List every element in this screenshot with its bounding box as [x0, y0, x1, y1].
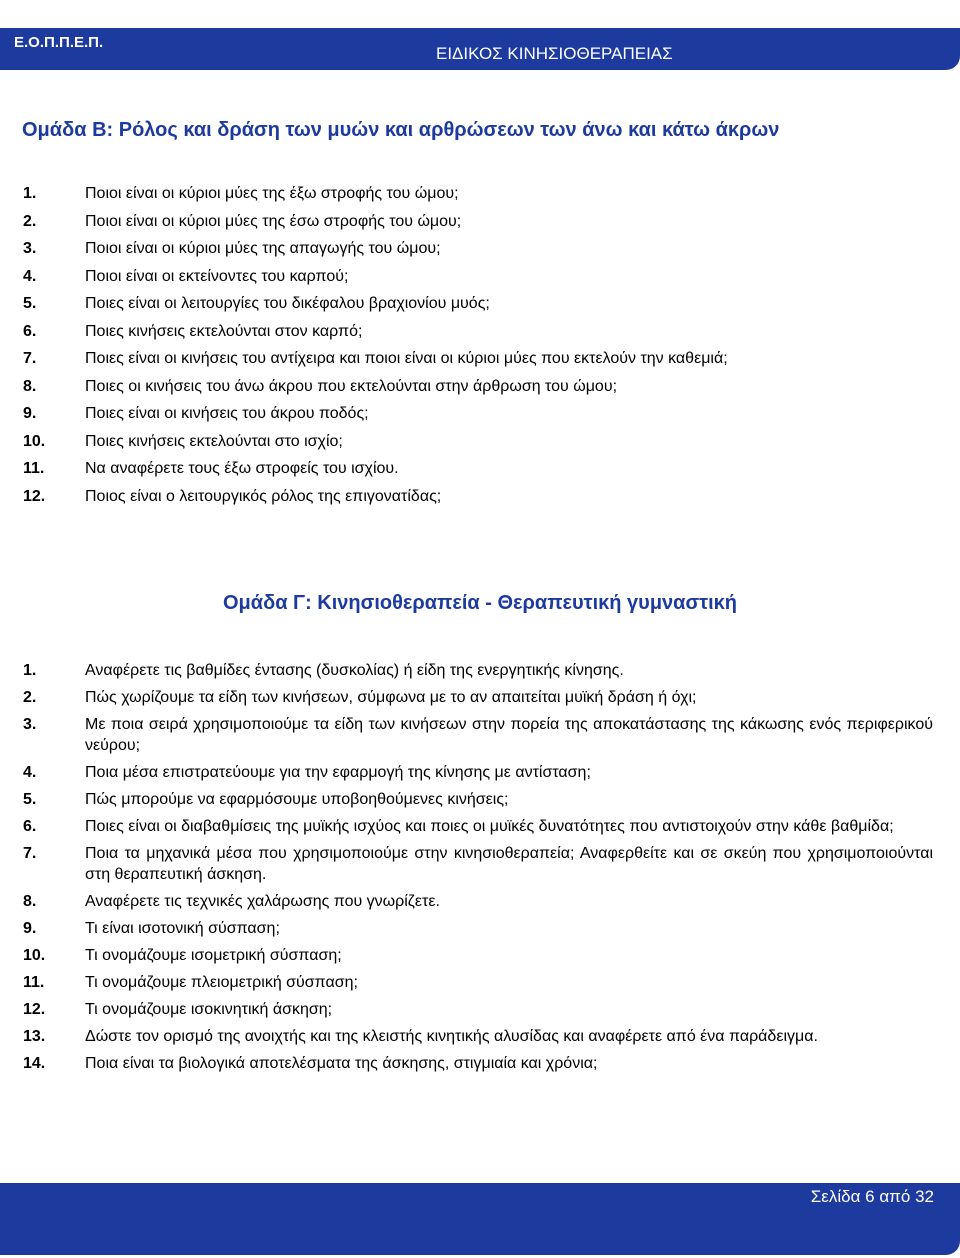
- question-number: 14.: [23, 1055, 46, 1072]
- question-text: Ποιες κινήσεις εκτελούνται στο ισχίο;: [85, 432, 343, 450]
- question-number: 11.: [23, 974, 45, 991]
- question-text: Ποιοι είναι οι κύριοι μύες της έσω στροφής του ώμου;: [85, 212, 462, 230]
- question-text: Πώς μπορούμε να εφαρμόσουμε υποβοηθούμενες κινήσεις;: [85, 791, 509, 808]
- question-item: [23, 816, 933, 837]
- question-text: Ποιες είναι οι κινήσεις του άκρου ποδός;: [85, 405, 369, 422]
- question-item: [23, 687, 933, 708]
- section-c-title: Ομάδα Γ: Κινησιοθεραπεία - Θεραπευτική γυμναστική: [222, 592, 738, 614]
- question-number: 12.: [23, 487, 46, 505]
- question-text: Δώστε τον ορισμό της ανοιχτής και της κλειστής κινητικής αλυσίδας και αναφέρετε από ένα παράδειγμα.: [85, 1028, 818, 1045]
- question-item: [23, 714, 933, 756]
- question-number: 7.: [23, 350, 37, 367]
- question-text: Ποιες κινήσεις εκτελούνται στον καρπό;: [85, 322, 363, 340]
- section-c-question-list: [23, 660, 933, 1080]
- question-item: [23, 238, 933, 266]
- question-text: Αναφέρετε τις βαθμίδες έντασης (δυσκολίας) ή είδη της ενεργητικής κίνησης.: [85, 662, 624, 679]
- question-item: [23, 183, 933, 211]
- question-item: [23, 403, 933, 431]
- question-text: Ποια είναι τα βιολογικά αποτελέσματα της άσκησης, στιγμιαία και χρόνια;: [85, 1055, 598, 1072]
- question-number: 9.: [23, 405, 37, 422]
- question-item: [23, 431, 933, 459]
- question-number: 10.: [23, 432, 46, 450]
- question-item: [23, 843, 933, 885]
- question-text: Τι ονομάζουμε ισοκινητική άσκηση;: [85, 1001, 333, 1018]
- question-number: 2.: [23, 689, 37, 706]
- question-text: Ποιοι είναι οι κύριοι μύες της έξω στροφής του ώμου;: [85, 185, 459, 202]
- question-text: Ποια μέσα επιστρατεύουμε για την εφαρμογή της κίνησης με αντίσταση;: [85, 764, 591, 781]
- question-item: [23, 1053, 933, 1074]
- question-item: [23, 891, 933, 912]
- question-number: 8.: [23, 377, 37, 395]
- question-text: Τι ονομάζουμε πλειομετρική σύσπαση;: [85, 974, 358, 991]
- question-item: [23, 660, 933, 681]
- question-item: [23, 999, 933, 1020]
- question-text: Ποια τα μηχανικά μέσα που χρησιμοποιούμε στην κινησιοθεραπεία; Αναφερθείτε και σε σκεύη που χρησιμοποιούνται στη θεραπευτική άσκηση.: [85, 845, 933, 883]
- question-item: [23, 321, 933, 349]
- question-item: [23, 376, 933, 404]
- page-number: Σελίδα 6 από 32: [810, 1187, 934, 1206]
- question-item: [23, 293, 933, 321]
- question-text: Ποιες οι κινήσεις του άνω άκρου που εκτελούνται στην άρθρωση του ώμου;: [85, 377, 618, 395]
- question-number: 4.: [23, 267, 37, 285]
- question-item: [23, 945, 933, 966]
- question-text: Με ποια σειρά χρησιμοποιούμε τα είδη των κινήσεων στην πορεία της αποκατάστασης της κάκωσης ενός περιφερικού νεύρου;: [85, 716, 933, 754]
- question-text: Ποιες είναι οι λειτουργίες του δικέφαλου βραχιονίου μυός;: [85, 295, 490, 312]
- question-item: [23, 918, 933, 939]
- question-number: 9.: [23, 920, 37, 937]
- question-item: [23, 211, 933, 239]
- question-item: [23, 762, 933, 783]
- header-organization: Ε.Ο.Π.Π.Ε.Π.: [14, 34, 104, 51]
- question-item: [23, 1026, 933, 1047]
- question-text: Ποιες είναι οι διαβαθμίσεις της μυϊκής ισχύος και ποιες οι μυϊκές δυνατότητες που αντιστοιχούν στην κάθε βαθμίδα;: [85, 818, 894, 835]
- question-item: [23, 458, 933, 486]
- question-text: Τι ονομάζουμε ισομετρική σύσπαση;: [85, 947, 342, 964]
- question-text: Πώς χωρίζουμε τα είδη των κινήσεων, σύμφωνα με το αν απαιτείται μυϊκή δράση ή όχι;: [85, 689, 697, 706]
- question-text: Ποιοι είναι οι εκτείνοντες του καρπού;: [85, 267, 349, 285]
- question-number: 1.: [23, 662, 37, 679]
- question-item: [23, 486, 933, 514]
- question-text: Ποιος είναι ο λειτουργικός ρόλος της επιγονατίδας;: [85, 487, 442, 505]
- header-specialty: ΕΙΔΙΚΟΣ ΚΙΝΗΣΙΟΘΕΡΑΠΕΙΑΣ: [436, 44, 673, 63]
- question-number: 11.: [23, 460, 45, 477]
- question-text: Τι είναι ισοτονική σύσπαση;: [85, 920, 280, 937]
- question-number: 2.: [23, 212, 37, 230]
- question-number: 13.: [23, 1028, 46, 1045]
- question-number: 1.: [23, 185, 37, 202]
- question-item: [23, 789, 933, 810]
- question-number: 3.: [23, 716, 37, 733]
- section-b-question-list: [23, 183, 933, 513]
- question-item: [23, 348, 933, 376]
- question-text: Ποιες είναι οι κινήσεις του αντίχειρα και ποιοι είναι οι κύριοι μύες που εκτελούν την καθεμιά;: [85, 350, 728, 367]
- section-b-title: Ομάδα Β: Ρόλος και δράση των μυών και αρθρώσεων των άνω και κάτω άκρων: [22, 119, 780, 141]
- question-number: 4.: [23, 764, 37, 781]
- question-number: 8.: [23, 893, 37, 910]
- question-number: 3.: [23, 240, 37, 257]
- question-number: 5.: [23, 295, 37, 312]
- question-number: 5.: [23, 791, 37, 808]
- question-number: 10.: [23, 947, 46, 964]
- question-text: Αναφέρετε τις τεχνικές χαλάρωσης που γνωρίζετε.: [85, 893, 440, 910]
- question-number: 6.: [23, 322, 37, 340]
- question-item: [23, 972, 933, 993]
- question-text: Ποιοι είναι οι κύριοι μύες της απαγωγής του ώμου;: [85, 240, 441, 257]
- question-item: [23, 266, 933, 294]
- question-number: 6.: [23, 818, 37, 835]
- question-number: 12.: [23, 1001, 46, 1018]
- question-text: Να αναφέρετε τους έξω στροφείς του ισχίου.: [85, 460, 399, 477]
- question-number: 7.: [23, 845, 37, 862]
